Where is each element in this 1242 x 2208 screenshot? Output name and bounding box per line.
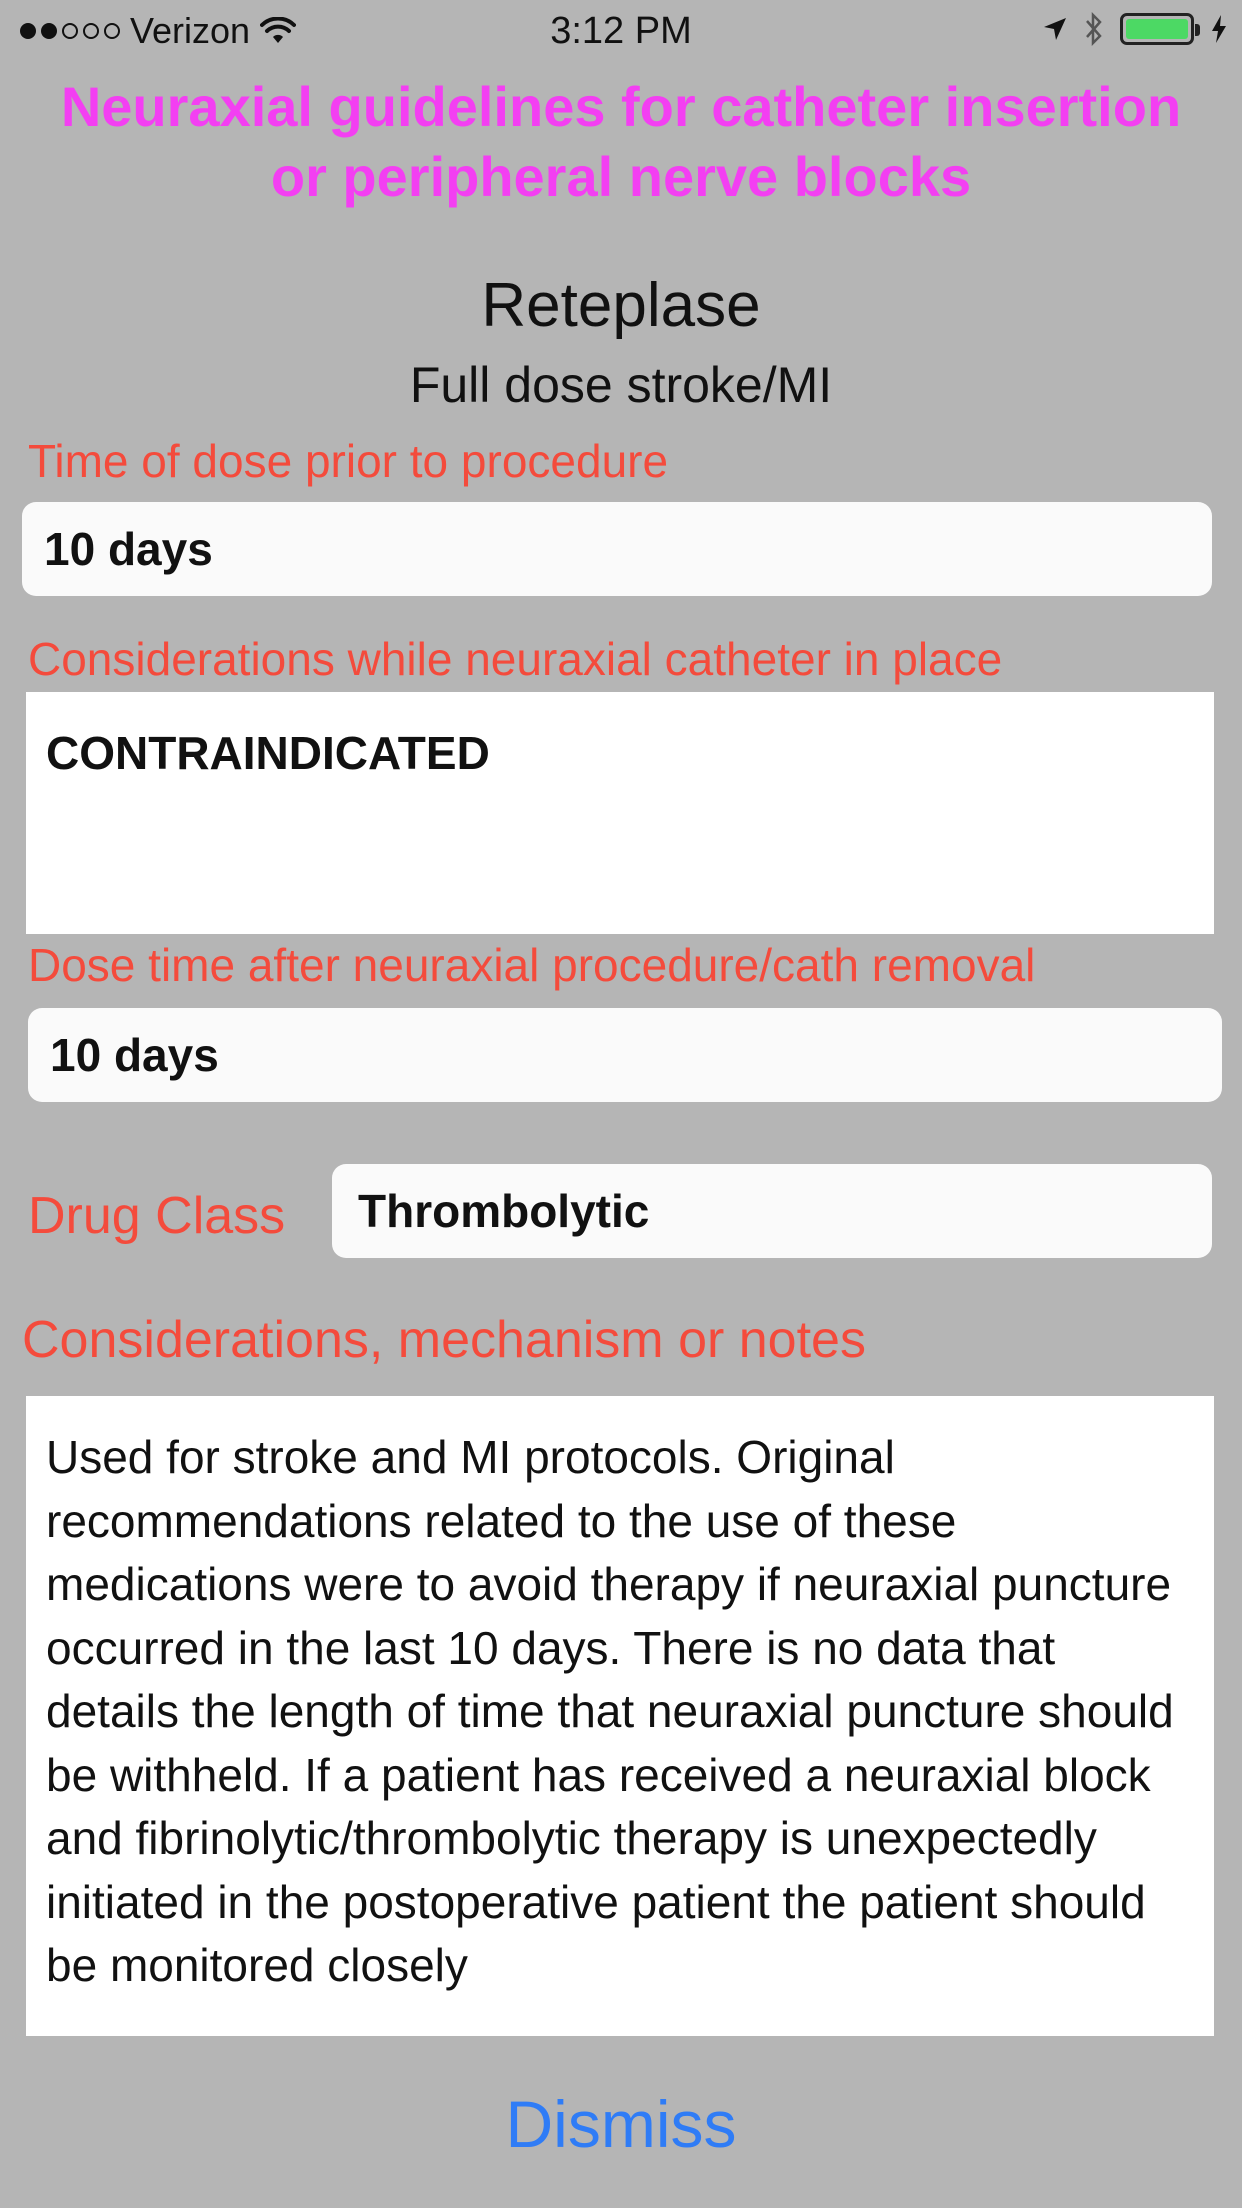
- carrier-name: Verizon: [130, 10, 251, 51]
- considerations-label: Considerations while neuraxial catheter in place: [28, 633, 1003, 685]
- time-prior-field[interactable]: [22, 502, 1212, 596]
- battery-level: [1126, 19, 1188, 39]
- drug-class-label: Drug Class: [28, 1187, 286, 1245]
- time-prior-label: Time of dose prior to procedure: [28, 435, 669, 487]
- notes-text: Used for stroke and MI protocols. Original recommendations related to the use of these medications were to avoid therapy if neuraxial puncture occurred in the last 10 days. There is no data that details the length of time that neuraxial puncture should be withheld. If a patient has received a neuraxial block and fibrinolytic/thrombolytic therapy is unexpectedly initiated in the postoperative patient the patient should be monitored closely: [46, 1431, 1174, 1991]
- notes-textview[interactable]: [26, 1396, 1214, 2036]
- considerations-textbox[interactable]: [26, 692, 1214, 934]
- status-time: 3:12 PM: [550, 10, 692, 52]
- drug-dose: Full dose stroke/MI: [409, 357, 833, 413]
- bluetooth-icon: [1084, 12, 1104, 46]
- battery-icon: [1120, 13, 1194, 45]
- drug-class-value: Thrombolytic: [358, 1185, 650, 1237]
- dose-after-value: 10 days: [50, 1029, 219, 1081]
- dismiss-button[interactable]: Dismiss: [505, 2087, 737, 2161]
- drug-class-field[interactable]: [332, 1164, 1212, 1258]
- location-arrow-icon: [1042, 16, 1068, 42]
- time-prior-value: 10 days: [44, 523, 213, 575]
- drug-name: Reteplase: [481, 271, 761, 340]
- status-bar: [0, 0, 1242, 66]
- considerations-value: CONTRAINDICATED: [46, 727, 490, 779]
- dose-after-field[interactable]: [28, 1008, 1222, 1102]
- notes-label: Considerations, mechanism or notes: [22, 1311, 866, 1369]
- status-right: [1042, 12, 1228, 46]
- dose-after-label: Dose time after neuraxial procedure/cath removal: [28, 939, 1036, 991]
- charging-bolt-icon: [1210, 14, 1228, 44]
- page-title: Neuraxial guidelines for catheter insertion or peripheral nerve blocks: [60, 75, 1182, 208]
